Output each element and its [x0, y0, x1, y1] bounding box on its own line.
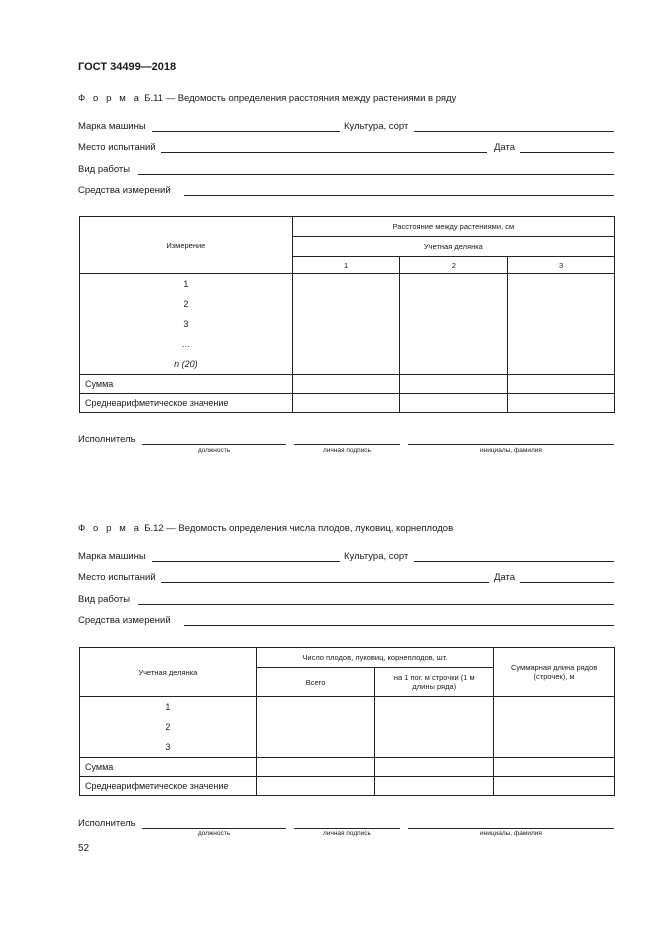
form-11-machine-field[interactable]: [152, 131, 340, 132]
plot-row-2: 2: [165, 722, 171, 732]
plot-row-1: 1: [165, 702, 171, 712]
header-plot: Учетная делянка: [292, 237, 614, 257]
form-12-machine-field[interactable]: [152, 561, 340, 562]
form-11-table: [79, 216, 615, 413]
plot-rows: [80, 697, 257, 758]
form-12-culture-label: Культура, сорт: [344, 551, 409, 562]
form-12-place-field[interactable]: [161, 582, 489, 583]
form-11-date-label: Дата: [494, 142, 516, 153]
table-cell[interactable]: [400, 394, 508, 413]
form-11-executor-label: Исполнитель: [78, 434, 136, 445]
table-cell[interactable]: [256, 758, 375, 777]
header-measure: Измерение: [80, 217, 293, 274]
measurement-row-1: 1: [183, 279, 189, 289]
form-12-work-field[interactable]: [138, 604, 614, 605]
form-11-culture-field[interactable]: [414, 131, 614, 132]
table-cell[interactable]: [494, 758, 615, 777]
header-total: Всего: [256, 668, 375, 697]
measurement-rows: [80, 274, 293, 375]
table-cell[interactable]: [508, 274, 615, 375]
form-11-means-field[interactable]: [184, 195, 614, 196]
measurement-row-n: n (20): [174, 359, 198, 369]
table-cell[interactable]: [508, 375, 615, 394]
form-12-sign-caption: личная подпись: [323, 830, 371, 837]
form-11-date-field[interactable]: [520, 152, 614, 153]
form-12-position-field[interactable]: [142, 828, 286, 829]
mean-row-label: Среднеарифметическое значение: [80, 777, 257, 796]
measurement-row-3: 3: [183, 319, 189, 329]
table-cell[interactable]: [292, 274, 400, 375]
form-12-name-field[interactable]: [408, 828, 614, 829]
header-distance: Расстояние между растениями, см: [292, 217, 614, 237]
form-11-means-label: Средства измерений: [78, 185, 171, 196]
form-11-name-caption: инициалы, фамилия: [480, 447, 542, 454]
measurement-row-2: 2: [183, 299, 189, 309]
form-11-work-label: Вид работы: [78, 164, 131, 175]
table-cell[interactable]: [400, 375, 508, 394]
measurement-row-ellipsis: …: [181, 339, 191, 349]
table-cell[interactable]: [256, 697, 375, 758]
table-cell[interactable]: [494, 777, 615, 796]
form-12-means-field[interactable]: [184, 625, 614, 626]
form-11-place-label: Место испытаний: [78, 142, 156, 153]
form-12-means-label: Средства измерений: [78, 615, 171, 626]
form-12-place-label: Место испытаний: [78, 572, 156, 583]
form-12-position-caption: должность: [197, 830, 231, 837]
header-row-length: Суммарная длина рядов (строчек), м: [494, 648, 615, 697]
header-plot-2: 2: [400, 257, 508, 274]
table-cell[interactable]: [508, 394, 615, 413]
table-cell[interactable]: [375, 777, 494, 796]
form-12-title: [78, 523, 453, 534]
table-cell[interactable]: [400, 274, 508, 375]
form-12-name-caption: инициалы, фамилия: [480, 830, 542, 837]
form-11-position-caption: должность: [197, 447, 231, 454]
form-12-table: [79, 647, 615, 796]
form-12-executor-label: Исполнитель: [78, 818, 136, 829]
form-12-title-text: Б.12 — Ведомость определения числа плодов, луковиц, корнеплодов: [144, 523, 454, 534]
form-12-prefix: Ф о р м а: [78, 523, 142, 534]
form-12-date-label: Дата: [494, 572, 516, 583]
form-11-sign-caption: личная подпись: [323, 447, 371, 454]
table-cell[interactable]: [494, 697, 615, 758]
table-cell[interactable]: [292, 375, 400, 394]
sum-row-label: Сумма: [80, 375, 293, 394]
header-plot: Учетная делянка: [80, 648, 257, 697]
table-cell[interactable]: [375, 697, 494, 758]
plot-row-3: 3: [165, 742, 171, 752]
form-11-position-field[interactable]: [142, 444, 286, 445]
header-plot-3: 3: [508, 257, 615, 274]
mean-row-label: Среднеарифметическое значение: [80, 394, 293, 413]
form-11-sign-field[interactable]: [294, 444, 400, 445]
form-11-title: [78, 93, 456, 104]
form-12-culture-field[interactable]: [414, 561, 614, 562]
form-11-title-text: Б.11 — Ведомость определения расстояния между растениями в ряду: [144, 93, 457, 104]
form-12-sign-field[interactable]: [294, 828, 400, 829]
header-count: Число плодов, луковиц, корнеплодов, шт.: [256, 648, 493, 668]
page-number: 52: [78, 843, 90, 854]
form-11-prefix: Ф о р м а: [78, 93, 142, 104]
form-12-machine-label: Марка машины: [78, 551, 146, 562]
form-11-work-field[interactable]: [138, 174, 614, 175]
header-per-meter: на 1 пог. м строчки (1 м длины ряда): [375, 668, 494, 697]
form-12-work-label: Вид работы: [78, 594, 131, 605]
sum-row-label: Сумма: [80, 758, 257, 777]
form-12-date-field[interactable]: [520, 582, 614, 583]
table-cell[interactable]: [292, 394, 400, 413]
table-cell[interactable]: [375, 758, 494, 777]
header-plot-1: 1: [292, 257, 400, 274]
form-11-name-field[interactable]: [408, 444, 614, 445]
form-11-culture-label: Культура, сорт: [344, 121, 409, 132]
document-code: ГОСТ 34499—2018: [78, 61, 177, 73]
table-cell[interactable]: [256, 777, 375, 796]
form-11-machine-label: Марка машины: [78, 121, 146, 132]
form-11-place-field[interactable]: [161, 152, 487, 153]
